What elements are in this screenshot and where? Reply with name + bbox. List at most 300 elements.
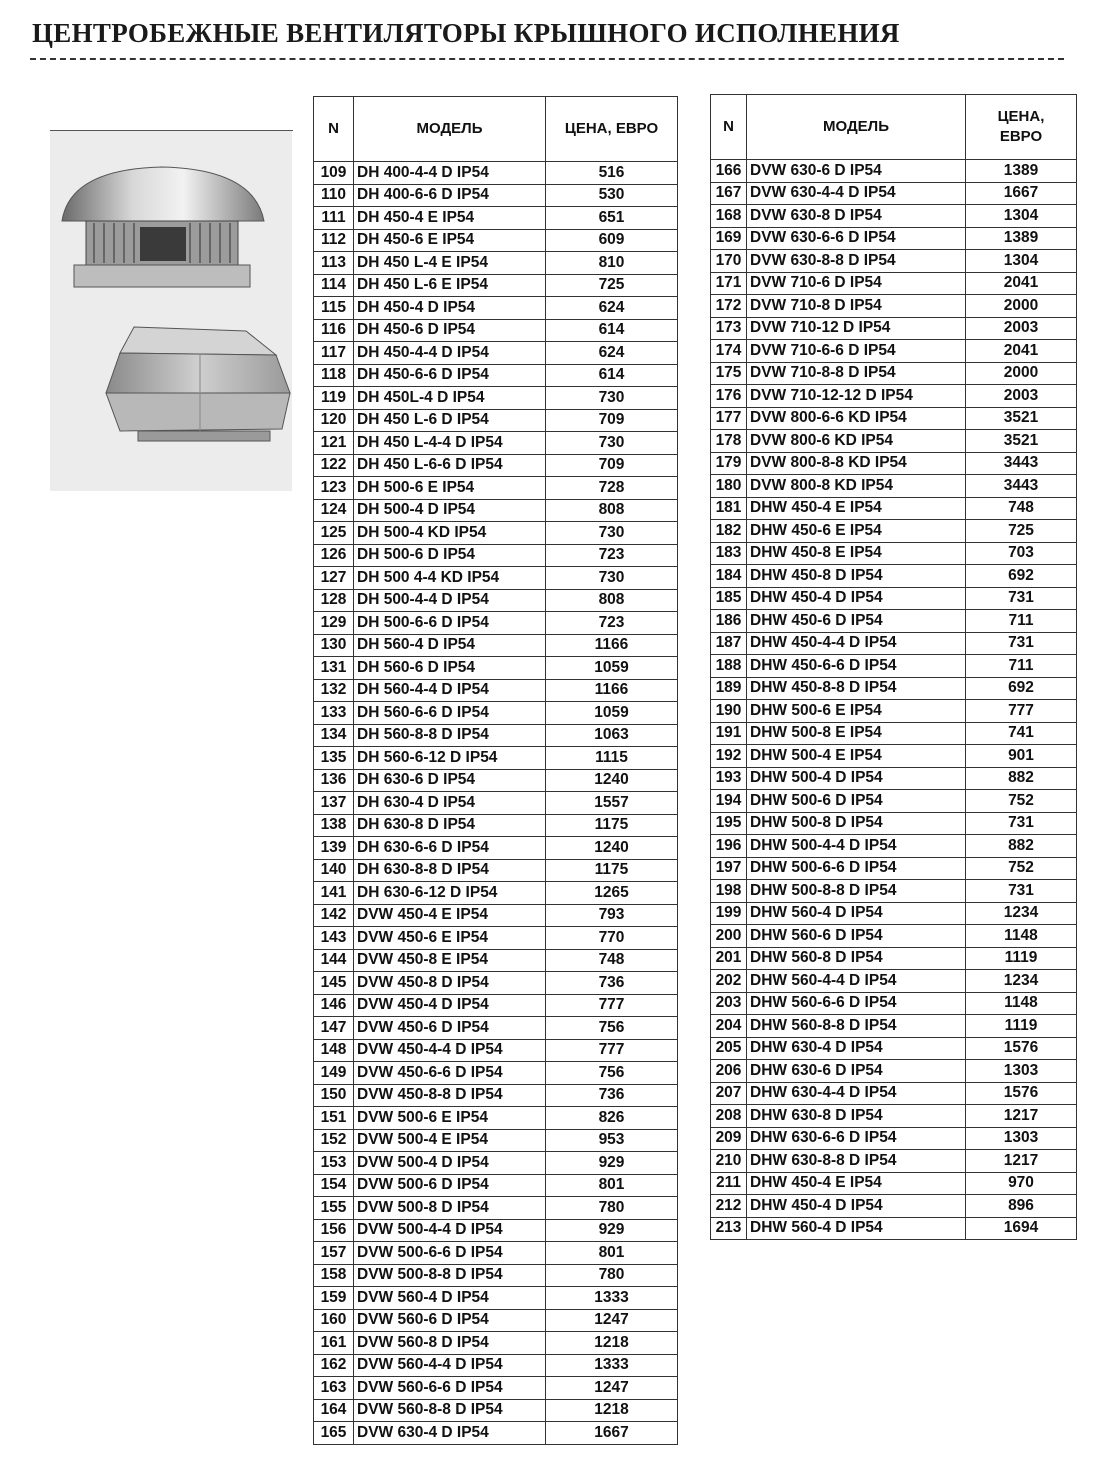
row-number-cell: 146 [314, 994, 354, 1017]
table-row [711, 947, 1077, 970]
model-cell: DVW 500-6 D IP54 [354, 1174, 546, 1197]
model-cell: DH 450 L-4-4 D IP54 [354, 432, 546, 455]
model-cell: DHW 500-8-8 D IP54 [747, 880, 966, 903]
row-number-cell: 161 [314, 1332, 354, 1355]
table-row [314, 589, 678, 612]
price-cell: 609 [546, 229, 678, 252]
table-row [711, 1060, 1077, 1083]
row-number-cell: 158 [314, 1264, 354, 1287]
price-cell: 703 [966, 542, 1077, 565]
table-row [314, 252, 678, 275]
price-cell: 896 [966, 1195, 1077, 1218]
row-number-cell: 166 [711, 160, 747, 183]
price-cell: 730 [546, 432, 678, 455]
model-cell: DHW 450-8 E IP54 [747, 542, 966, 565]
price-cell: 793 [546, 904, 678, 927]
model-cell: DHW 450-6 D IP54 [747, 610, 966, 633]
price-cell: 723 [546, 612, 678, 635]
row-number-cell: 206 [711, 1060, 747, 1083]
price-cell: 1175 [546, 814, 678, 837]
price-cell: 731 [966, 812, 1077, 835]
table-row [711, 295, 1077, 318]
price-cell: 736 [546, 1084, 678, 1107]
row-number-cell: 118 [314, 364, 354, 387]
model-cell: DH 560-8-8 D IP54 [354, 724, 546, 747]
row-number-cell: 168 [711, 205, 747, 228]
row-number-cell: 128 [314, 589, 354, 612]
model-cell: DHW 500-8 D IP54 [747, 812, 966, 835]
price-cell: 1119 [966, 1015, 1077, 1038]
price-cell: 953 [546, 1129, 678, 1152]
table-row [314, 1354, 678, 1377]
table-row [314, 162, 678, 185]
row-number-cell: 137 [314, 792, 354, 815]
model-cell: DH 450-6-6 D IP54 [354, 364, 546, 387]
table-row [314, 342, 678, 365]
price-header-line1: ЦЕНА, [997, 108, 1045, 125]
row-number-cell: 115 [314, 297, 354, 320]
model-cell: DH 450-6 E IP54 [354, 229, 546, 252]
table-row [711, 1082, 1077, 1105]
row-number-cell: 111 [314, 207, 354, 230]
model-cell: DHW 630-4-4 D IP54 [747, 1082, 966, 1105]
row-number-cell: 182 [711, 520, 747, 543]
table-row [314, 1174, 678, 1197]
row-number-cell: 162 [314, 1354, 354, 1377]
model-cell: DVW 560-4-4 D IP54 [354, 1354, 546, 1377]
table-row [711, 565, 1077, 588]
price-cell: 1115 [546, 747, 678, 770]
model-cell: DVW 500-8-8 D IP54 [354, 1264, 546, 1287]
price-cell: 1240 [546, 769, 678, 792]
row-number-cell: 159 [314, 1287, 354, 1310]
table-row [314, 634, 678, 657]
model-cell: DVW 710-8 D IP54 [747, 295, 966, 318]
model-cell: DH 560-6-6 D IP54 [354, 702, 546, 725]
row-number-cell: 126 [314, 544, 354, 567]
row-number-cell: 121 [314, 432, 354, 455]
table-row [314, 454, 678, 477]
table-row [711, 1150, 1077, 1173]
row-number-cell: 132 [314, 679, 354, 702]
table-row [314, 859, 678, 882]
model-cell: DVW 450-6 D IP54 [354, 1017, 546, 1040]
table-row [711, 475, 1077, 498]
model-cell: DH 450 L-4 E IP54 [354, 252, 546, 275]
price-cell: 1303 [966, 1127, 1077, 1150]
column-header-price [966, 95, 1077, 160]
model-cell: DVW 800-6 KD IP54 [747, 430, 966, 453]
table-row [711, 812, 1077, 835]
model-cell: DVW 500-4-4 D IP54 [354, 1219, 546, 1242]
row-number-cell: 141 [314, 882, 354, 905]
table-row [314, 702, 678, 725]
table-body-left [314, 162, 678, 1445]
table-row [711, 1195, 1077, 1218]
row-number-cell: 127 [314, 567, 354, 590]
model-cell: DVW 800-8-8 KD IP54 [747, 452, 966, 475]
model-cell: DHW 560-8-8 D IP54 [747, 1015, 966, 1038]
model-cell: DVW 800-6-6 KD IP54 [747, 407, 966, 430]
row-number-cell: 207 [711, 1082, 747, 1105]
price-cell: 801 [546, 1242, 678, 1265]
row-number-cell: 163 [314, 1377, 354, 1400]
price-cell: 730 [546, 567, 678, 590]
model-cell: DH 450-4 D IP54 [354, 297, 546, 320]
table-row [314, 1039, 678, 1062]
model-cell: DHW 500-4 D IP54 [747, 767, 966, 790]
table-row [711, 362, 1077, 385]
table-row [711, 407, 1077, 430]
row-number-cell: 171 [711, 272, 747, 295]
price-cell: 1119 [966, 947, 1077, 970]
price-cell: 711 [966, 610, 1077, 633]
price-cell: 516 [546, 162, 678, 185]
table-row [314, 1197, 678, 1220]
row-number-cell: 160 [314, 1309, 354, 1332]
model-cell: DVW 500-4 D IP54 [354, 1152, 546, 1175]
row-number-cell: 196 [711, 835, 747, 858]
model-cell: DH 450-4 E IP54 [354, 207, 546, 230]
table-row [711, 1127, 1077, 1150]
row-number-cell: 210 [711, 1150, 747, 1173]
model-cell: DHW 560-6-6 D IP54 [747, 992, 966, 1015]
model-cell: DHW 630-6 D IP54 [747, 1060, 966, 1083]
model-cell: DVW 560-8 D IP54 [354, 1332, 546, 1355]
row-number-cell: 172 [711, 295, 747, 318]
price-cell: 731 [966, 880, 1077, 903]
row-number-cell: 197 [711, 857, 747, 880]
price-header-line2: ЕВРО [999, 128, 1043, 145]
table-row [711, 1037, 1077, 1060]
table-row [711, 700, 1077, 723]
price-cell: 748 [546, 949, 678, 972]
model-cell: DH 500-6 E IP54 [354, 477, 546, 500]
table-row [314, 387, 678, 410]
row-number-cell: 138 [314, 814, 354, 837]
price-cell: 1667 [546, 1422, 678, 1445]
price-cell: 1576 [966, 1082, 1077, 1105]
price-cell: 1234 [966, 902, 1077, 925]
model-cell: DH 450 L-6 D IP54 [354, 409, 546, 432]
model-cell: DVW 630-6 D IP54 [747, 160, 966, 183]
model-cell: DHW 450-8 D IP54 [747, 565, 966, 588]
price-cell: 624 [546, 297, 678, 320]
price-cell: 728 [546, 477, 678, 500]
price-cell: 929 [546, 1219, 678, 1242]
price-cell: 614 [546, 319, 678, 342]
model-cell: DVW 710-6 D IP54 [747, 272, 966, 295]
table-body-right [711, 160, 1077, 1240]
price-cell: 810 [546, 252, 678, 275]
model-cell: DVW 630-8 D IP54 [747, 205, 966, 228]
price-cell: 1333 [546, 1354, 678, 1377]
price-cell: 624 [546, 342, 678, 365]
price-cell: 3443 [966, 452, 1077, 475]
row-number-cell: 185 [711, 587, 747, 610]
price-cell: 731 [966, 632, 1077, 655]
row-number-cell: 204 [711, 1015, 747, 1038]
row-number-cell: 203 [711, 992, 747, 1015]
model-cell: DVW 710-12 D IP54 [747, 317, 966, 340]
row-number-cell: 199 [711, 902, 747, 925]
row-number-cell: 124 [314, 499, 354, 522]
table-row [314, 814, 678, 837]
table-header-row [711, 95, 1077, 160]
row-number-cell: 112 [314, 229, 354, 252]
row-number-cell: 122 [314, 454, 354, 477]
row-number-cell: 113 [314, 252, 354, 275]
row-number-cell: 142 [314, 904, 354, 927]
model-cell: DHW 500-4-4 D IP54 [747, 835, 966, 858]
price-cell: 777 [546, 994, 678, 1017]
row-number-cell: 187 [711, 632, 747, 655]
table-row [314, 567, 678, 590]
row-number-cell: 184 [711, 565, 747, 588]
row-number-cell: 135 [314, 747, 354, 770]
row-number-cell: 155 [314, 1197, 354, 1220]
row-number-cell: 164 [314, 1399, 354, 1422]
row-number-cell: 149 [314, 1062, 354, 1085]
price-cell: 741 [966, 722, 1077, 745]
row-number-cell: 167 [711, 182, 747, 205]
column-header-n: N [314, 97, 354, 162]
model-cell: DHW 500-4 E IP54 [747, 745, 966, 768]
row-number-cell: 117 [314, 342, 354, 365]
column-header-model: МОДЕЛЬ [354, 97, 546, 162]
price-cell: 3443 [966, 475, 1077, 498]
row-number-cell: 154 [314, 1174, 354, 1197]
price-cell: 1304 [966, 205, 1077, 228]
row-number-cell: 152 [314, 1129, 354, 1152]
row-number-cell: 174 [711, 340, 747, 363]
table-row [711, 182, 1077, 205]
table-row [314, 319, 678, 342]
row-number-cell: 209 [711, 1127, 747, 1150]
model-cell: DHW 450-4-4 D IP54 [747, 632, 966, 655]
table-row [314, 477, 678, 500]
model-cell: DVW 560-6-6 D IP54 [354, 1377, 546, 1400]
row-number-cell: 156 [314, 1219, 354, 1242]
model-cell: DVW 450-4-4 D IP54 [354, 1039, 546, 1062]
table-row [711, 610, 1077, 633]
table-row [314, 544, 678, 567]
model-cell: DVW 630-6-6 D IP54 [747, 227, 966, 250]
row-number-cell: 150 [314, 1084, 354, 1107]
model-cell: DHW 450-4 D IP54 [747, 587, 966, 610]
row-number-cell: 200 [711, 925, 747, 948]
row-number-cell: 110 [314, 184, 354, 207]
model-cell: DVW 500-6 E IP54 [354, 1107, 546, 1130]
model-cell: DH 450 L-6 E IP54 [354, 274, 546, 297]
row-number-cell: 193 [711, 767, 747, 790]
price-cell: 1557 [546, 792, 678, 815]
row-number-cell: 198 [711, 880, 747, 903]
table-row [314, 1422, 678, 1445]
table-row [711, 1105, 1077, 1128]
model-cell: DH 630-8-8 D IP54 [354, 859, 546, 882]
table-row [711, 992, 1077, 1015]
row-number-cell: 180 [711, 475, 747, 498]
row-number-cell: 205 [711, 1037, 747, 1060]
table-row [711, 632, 1077, 655]
model-cell: DH 500 4-4 KD IP54 [354, 567, 546, 590]
table-row [314, 1129, 678, 1152]
price-cell: 711 [966, 655, 1077, 678]
row-number-cell: 179 [711, 452, 747, 475]
price-cell: 651 [546, 207, 678, 230]
model-cell: DVW 710-6-6 D IP54 [747, 340, 966, 363]
table-row [314, 949, 678, 972]
model-cell: DH 500-4 KD IP54 [354, 522, 546, 545]
product-photo [50, 131, 292, 491]
table-row [314, 1084, 678, 1107]
price-cell: 780 [546, 1264, 678, 1287]
table-row [314, 1377, 678, 1400]
dashed-divider [30, 58, 1064, 60]
model-cell: DHW 500-6-6 D IP54 [747, 857, 966, 880]
model-cell: DHW 450-4 D IP54 [747, 1195, 966, 1218]
model-cell: DH 560-6-12 D IP54 [354, 747, 546, 770]
model-cell: DVW 450-4 D IP54 [354, 994, 546, 1017]
row-number-cell: 119 [314, 387, 354, 410]
table-row [314, 522, 678, 545]
table-row [314, 1152, 678, 1175]
table-row [314, 1062, 678, 1085]
model-cell: DHW 560-4 D IP54 [747, 1217, 966, 1240]
price-cell: 2000 [966, 295, 1077, 318]
price-cell: 1218 [546, 1332, 678, 1355]
table-row [314, 184, 678, 207]
model-cell: DH 450L-4 D IP54 [354, 387, 546, 410]
price-cell: 709 [546, 409, 678, 432]
table-row [711, 272, 1077, 295]
table-row [314, 1309, 678, 1332]
price-cell: 692 [966, 565, 1077, 588]
price-cell: 756 [546, 1017, 678, 1040]
price-cell: 970 [966, 1172, 1077, 1195]
price-cell: 723 [546, 544, 678, 567]
price-cell: 756 [546, 1062, 678, 1085]
price-cell: 1667 [966, 182, 1077, 205]
table-row [711, 520, 1077, 543]
table-row [711, 430, 1077, 453]
table-row [314, 972, 678, 995]
model-cell: DVW 710-8-8 D IP54 [747, 362, 966, 385]
table-row [711, 160, 1077, 183]
model-cell: DHW 560-4 D IP54 [747, 902, 966, 925]
table-row [314, 1287, 678, 1310]
row-number-cell: 120 [314, 409, 354, 432]
row-number-cell: 190 [711, 700, 747, 723]
table-row [711, 205, 1077, 228]
table-row [314, 1242, 678, 1265]
price-cell: 2000 [966, 362, 1077, 385]
model-cell: DVW 450-6-6 D IP54 [354, 1062, 546, 1085]
model-cell: DHW 630-6-6 D IP54 [747, 1127, 966, 1150]
price-cell: 2003 [966, 317, 1077, 340]
table-row [314, 769, 678, 792]
model-cell: DHW 450-8-8 D IP54 [747, 677, 966, 700]
price-cell: 777 [546, 1039, 678, 1062]
model-cell: DHW 450-6-6 D IP54 [747, 655, 966, 678]
table-row [711, 340, 1077, 363]
row-number-cell: 176 [711, 385, 747, 408]
model-cell: DH 560-4-4 D IP54 [354, 679, 546, 702]
model-cell: DVW 630-4-4 D IP54 [747, 182, 966, 205]
price-cell: 1304 [966, 250, 1077, 273]
price-cell: 530 [546, 184, 678, 207]
table-row [314, 1107, 678, 1130]
table-row [314, 1264, 678, 1287]
model-cell: DHW 450-4 E IP54 [747, 1172, 966, 1195]
table-row [711, 925, 1077, 948]
model-cell: DVW 500-8 D IP54 [354, 1197, 546, 1220]
table-row [314, 882, 678, 905]
table-header-row [314, 97, 678, 162]
table-row [711, 655, 1077, 678]
row-number-cell: 201 [711, 947, 747, 970]
square-roof-fan-icon [106, 327, 290, 441]
row-number-cell: 123 [314, 477, 354, 500]
table-row [314, 207, 678, 230]
table-row [314, 792, 678, 815]
row-number-cell: 145 [314, 972, 354, 995]
model-cell: DVW 450-8-8 D IP54 [354, 1084, 546, 1107]
row-number-cell: 139 [314, 837, 354, 860]
model-cell: DHW 630-8-8 D IP54 [747, 1150, 966, 1173]
price-cell: 1175 [546, 859, 678, 882]
row-number-cell: 186 [711, 610, 747, 633]
model-cell: DHW 630-4 D IP54 [747, 1037, 966, 1060]
table-row [314, 927, 678, 950]
model-cell: DH 630-6-6 D IP54 [354, 837, 546, 860]
model-cell: DVW 560-4 D IP54 [354, 1287, 546, 1310]
row-number-cell: 192 [711, 745, 747, 768]
model-cell: DH 560-6 D IP54 [354, 657, 546, 680]
table-row [314, 612, 678, 635]
table-row [711, 1217, 1077, 1240]
table-row [314, 229, 678, 252]
model-cell: DVW 560-8-8 D IP54 [354, 1399, 546, 1422]
price-cell: 692 [966, 677, 1077, 700]
price-cell: 770 [546, 927, 678, 950]
row-number-cell: 125 [314, 522, 354, 545]
table-row [314, 657, 678, 680]
row-number-cell: 165 [314, 1422, 354, 1445]
model-cell: DVW 450-4 E IP54 [354, 904, 546, 927]
table-row [711, 385, 1077, 408]
table-row [711, 227, 1077, 250]
model-cell: DVW 710-12-12 D IP54 [747, 385, 966, 408]
model-cell: DHW 450-6 E IP54 [747, 520, 966, 543]
table-row [711, 542, 1077, 565]
price-cell: 901 [966, 745, 1077, 768]
price-cell: 730 [546, 522, 678, 545]
price-cell: 3521 [966, 430, 1077, 453]
table-row [314, 994, 678, 1017]
price-cell: 1217 [966, 1105, 1077, 1128]
price-cell: 736 [546, 972, 678, 995]
model-cell: DH 630-6-12 D IP54 [354, 882, 546, 905]
price-cell: 1148 [966, 925, 1077, 948]
model-cell: DH 560-4 D IP54 [354, 634, 546, 657]
row-number-cell: 140 [314, 859, 354, 882]
page-title: ЦЕНТРОБЕЖНЫЕ ВЕНТИЛЯТОРЫ КРЫШНОГО ИСПОЛНЕНИЯ [32, 18, 900, 48]
row-number-cell: 194 [711, 790, 747, 813]
column-header-n: N [711, 95, 747, 160]
model-cell: DH 630-4 D IP54 [354, 792, 546, 815]
